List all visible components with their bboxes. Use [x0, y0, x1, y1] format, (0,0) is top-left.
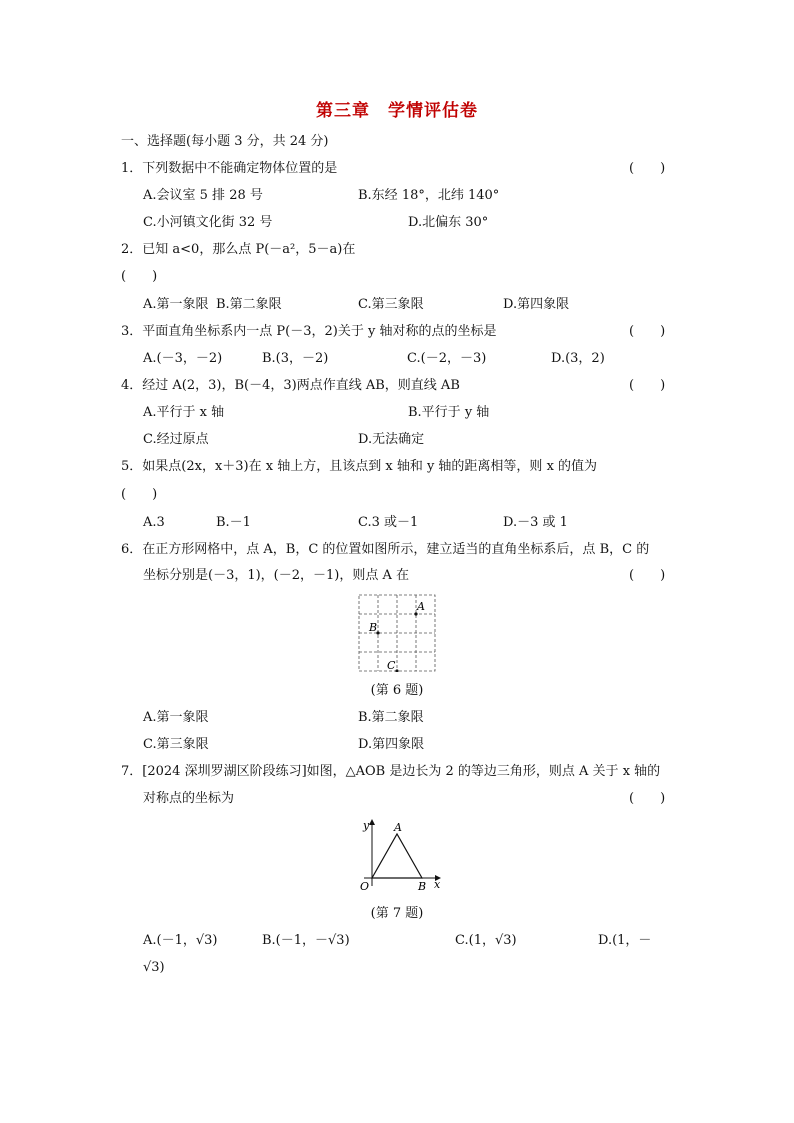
option-a: A.会议室 5 排 28 号	[143, 188, 263, 203]
question-7-stem-cont: 对称点的坐标为	[143, 791, 235, 806]
figure-7-caption: (第 7 题)	[370, 906, 424, 921]
answer-bracket: ( )	[629, 568, 666, 583]
option-a: A.平行于 x 轴	[143, 405, 225, 420]
option-a: A.第一象限	[143, 297, 209, 312]
answer-bracket: ( )	[121, 487, 158, 502]
question-text: 已知 a<0，那么点 P(－a²，5－a)在	[142, 242, 356, 257]
question-6-stem	[121, 541, 649, 559]
question-6-stem-cont: 坐标分别是(－3，1)，(－2，－1)，则点 A 在	[143, 568, 410, 583]
option-d-cont: √3)	[143, 960, 165, 975]
option-a: A.第一象限	[143, 710, 209, 725]
figure-6-caption: (第 6 题)	[370, 683, 424, 698]
option-c: C.(－2，－3)	[407, 351, 487, 366]
option-c: C.小河镇文化街 32 号	[143, 215, 273, 230]
vertex-b-label: B	[418, 880, 427, 893]
answer-bracket: ( )	[629, 324, 666, 339]
option-c: C.(1，√3)	[455, 933, 517, 948]
question-text: [2024 深圳罗湖区阶段练习]如图，△AOB 是边长为 2 的等边三角形，则点 A 关于 x 轴的	[142, 764, 661, 779]
question-text: 如果点(2x，x＋3)在 x 轴上方，且该点到 x 轴和 y 轴的距离相等，则 x 的值为	[142, 459, 598, 474]
answer-bracket: ( )	[629, 378, 666, 393]
question-5-stem	[121, 458, 597, 476]
point-c-label: C	[387, 659, 396, 672]
option-b: B.东经 18°，北纬 140°	[358, 188, 500, 203]
question-text: 经过 A(2，3)，B(－4，3)两点作直线 AB，则直线 AB	[142, 378, 460, 393]
origin-label: O	[360, 880, 370, 893]
question-1-stem	[121, 160, 337, 178]
question-number: 7．	[121, 764, 143, 779]
option-d: D.第四象限	[503, 297, 570, 312]
option-c: C.经过原点	[143, 432, 209, 447]
option-a: A.3	[143, 515, 165, 530]
triangle-figure	[350, 818, 450, 894]
option-b: B.－1	[216, 515, 251, 530]
question-number: 1．	[121, 161, 143, 176]
option-c: C.第三象限	[143, 737, 209, 752]
point-a-label: A	[417, 600, 425, 613]
option-c: C.第三象限	[358, 297, 424, 312]
page-title: 第三章 学情评估卷	[316, 101, 478, 121]
option-b: B.(3，－2)	[262, 351, 329, 366]
question-3-stem	[121, 323, 496, 341]
point-c-dot	[395, 669, 398, 672]
question-number: 3．	[121, 324, 143, 339]
question-7-stem	[121, 763, 660, 781]
y-axis-label: y	[363, 819, 370, 832]
option-d: D.(1，－	[598, 933, 652, 948]
question-number: 5．	[121, 459, 143, 474]
vertex-a-label: A	[394, 821, 402, 834]
triangle-aob	[372, 834, 422, 878]
question-text: 在正方形网格中，点 A，B，C 的位置如图所示，建立适当的直角坐标系后，点 B，C 的	[142, 542, 650, 557]
question-text: 下列数据中不能确定物体位置的是	[142, 161, 338, 176]
option-b: B.第二象限	[358, 710, 424, 725]
question-text: 平面直角坐标系内一点 P(－3，2)关于 y 轴对称的点的坐标是	[142, 324, 497, 339]
question-number: 6．	[121, 542, 143, 557]
option-b: B.(－1，－√3)	[262, 933, 350, 948]
option-c: C.3 或－1	[358, 515, 419, 530]
point-b-label: B	[369, 621, 378, 634]
answer-bracket: ( )	[121, 269, 158, 284]
option-a: A.(－3，－2)	[143, 351, 223, 366]
option-b: B.第二象限	[216, 297, 282, 312]
question-number: 4．	[121, 378, 143, 393]
question-4-stem	[121, 377, 460, 395]
question-number: 2．	[121, 242, 143, 257]
question-2-stem	[121, 241, 355, 259]
x-axis-label: x	[434, 878, 441, 891]
option-d: D.无法确定	[358, 432, 425, 447]
option-a: A.(－1，√3)	[143, 933, 218, 948]
option-d: D.北偏东 30°	[408, 215, 489, 230]
grid-figure	[356, 592, 438, 672]
option-d: D.－3 或 1	[503, 515, 568, 530]
option-d: D.第四象限	[358, 737, 425, 752]
answer-bracket: ( )	[629, 791, 666, 806]
answer-bracket: ( )	[629, 161, 666, 176]
option-b: B.平行于 y 轴	[408, 405, 490, 420]
option-d: D.(3，2)	[551, 351, 605, 366]
section-heading: 一、选择题(每小题 3 分，共 24 分)	[121, 134, 329, 149]
